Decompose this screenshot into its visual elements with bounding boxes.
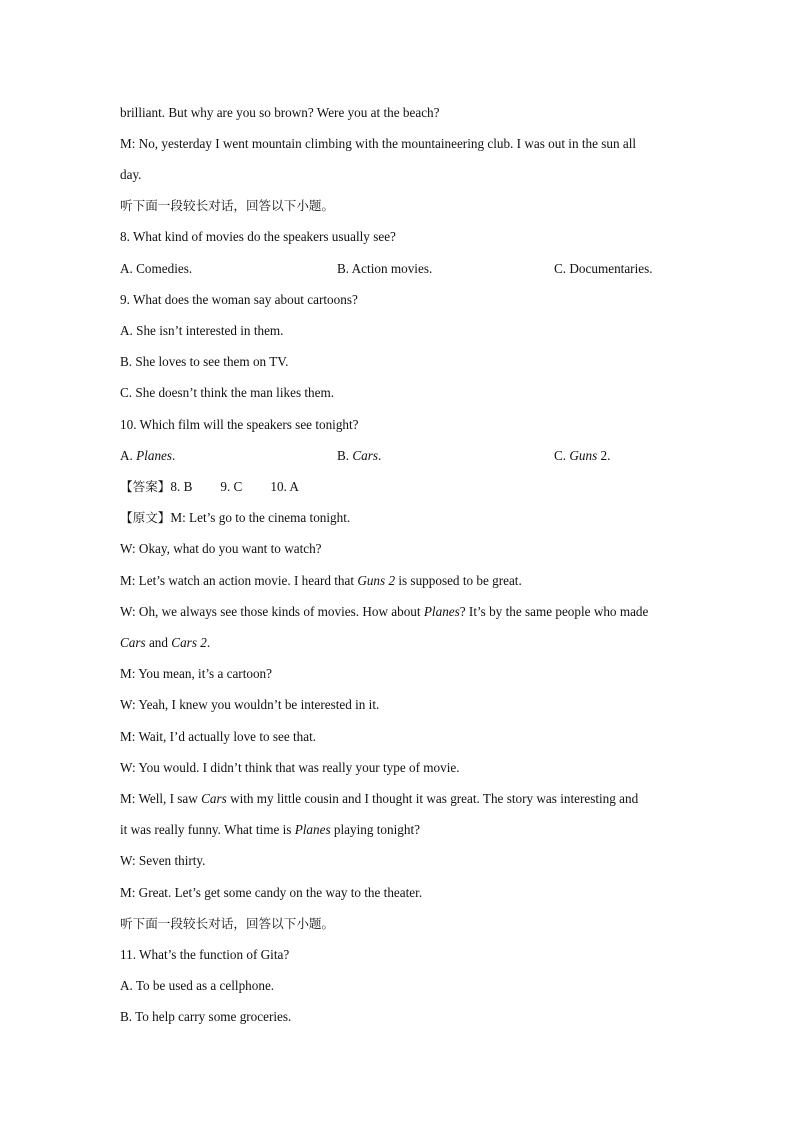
section-instruction: 听下面一段较长对话，回答以下小题。 <box>120 198 335 213</box>
question-11: 11. What’s the function of Gita? <box>120 947 290 962</box>
transcript-line: Cars and Cars 2. <box>120 635 211 650</box>
transcript-line: M: Great. Let’s get some candy on the way to the theater. <box>120 885 423 900</box>
transcript-line: W: You would. I didn’t think that was really your type of movie. <box>120 760 460 775</box>
question-8-option-a: A. Comedies. <box>120 261 193 276</box>
question-8: 8. What kind of movies do the speakers usually see? <box>120 229 396 244</box>
transcript-line: 【原文】M: Let’s go to the cinema tonight. <box>120 510 351 525</box>
transcript-line: W: Oh, we always see those kinds of movies. How about Planes? It’s by the same people who made <box>120 604 649 619</box>
dialogue-line: M: No, yesterday I went mountain climbing with the mountaineering club. I was out in the sun all <box>120 136 637 151</box>
transcript-line: it was really funny. What time is Planes playing tonight? <box>120 822 420 837</box>
question-9: 9. What does the woman say about cartoons? <box>120 292 358 307</box>
question-9-option-b: B. She loves to see them on TV. <box>120 354 289 369</box>
question-9-option-c: C. She doesn’t think the man likes them. <box>120 385 335 400</box>
transcript-line: W: Seven thirty. <box>120 853 206 868</box>
question-10-option-b: B. Cars. <box>337 448 382 463</box>
transcript-line: W: Yeah, I knew you wouldn’t be interested in it. <box>120 697 380 712</box>
transcript-line: M: You mean, it’s a cartoon? <box>120 666 273 681</box>
dialogue-line: day. <box>120 167 142 182</box>
question-9-option-a: A. She isn’t interested in them. <box>120 323 284 338</box>
question-8-option-b: B. Action movies. <box>337 261 433 276</box>
question-8-option-c: C. Documentaries. <box>554 261 653 276</box>
question-10-option-a: A. Planes. <box>120 448 176 463</box>
section-instruction: 听下面一段较长对话，回答以下小题。 <box>120 916 335 931</box>
transcript-line: M: Let’s watch an action movie. I heard that Guns 2 is supposed to be great. <box>120 573 522 588</box>
question-11-option-a: A. To be used as a cellphone. <box>120 978 275 993</box>
transcript-line: M: Well, I saw Cars with my little cousin and I thought it was great. The story was interesting and <box>120 791 639 806</box>
transcript-line: W: Okay, what do you want to watch? <box>120 541 322 556</box>
answer-key: 【答案】8. B 9. C 10. A <box>120 479 299 494</box>
question-11-option-b: B. To help carry some groceries. <box>120 1009 292 1024</box>
dialogue-line: brilliant. But why are you so brown? Were you at the beach? <box>120 105 440 120</box>
transcript-line: M: Wait, I’d actually love to see that. <box>120 729 317 744</box>
question-10-option-c: C. Guns 2. <box>554 448 611 463</box>
question-10: 10. Which film will the speakers see tonight? <box>120 417 359 432</box>
